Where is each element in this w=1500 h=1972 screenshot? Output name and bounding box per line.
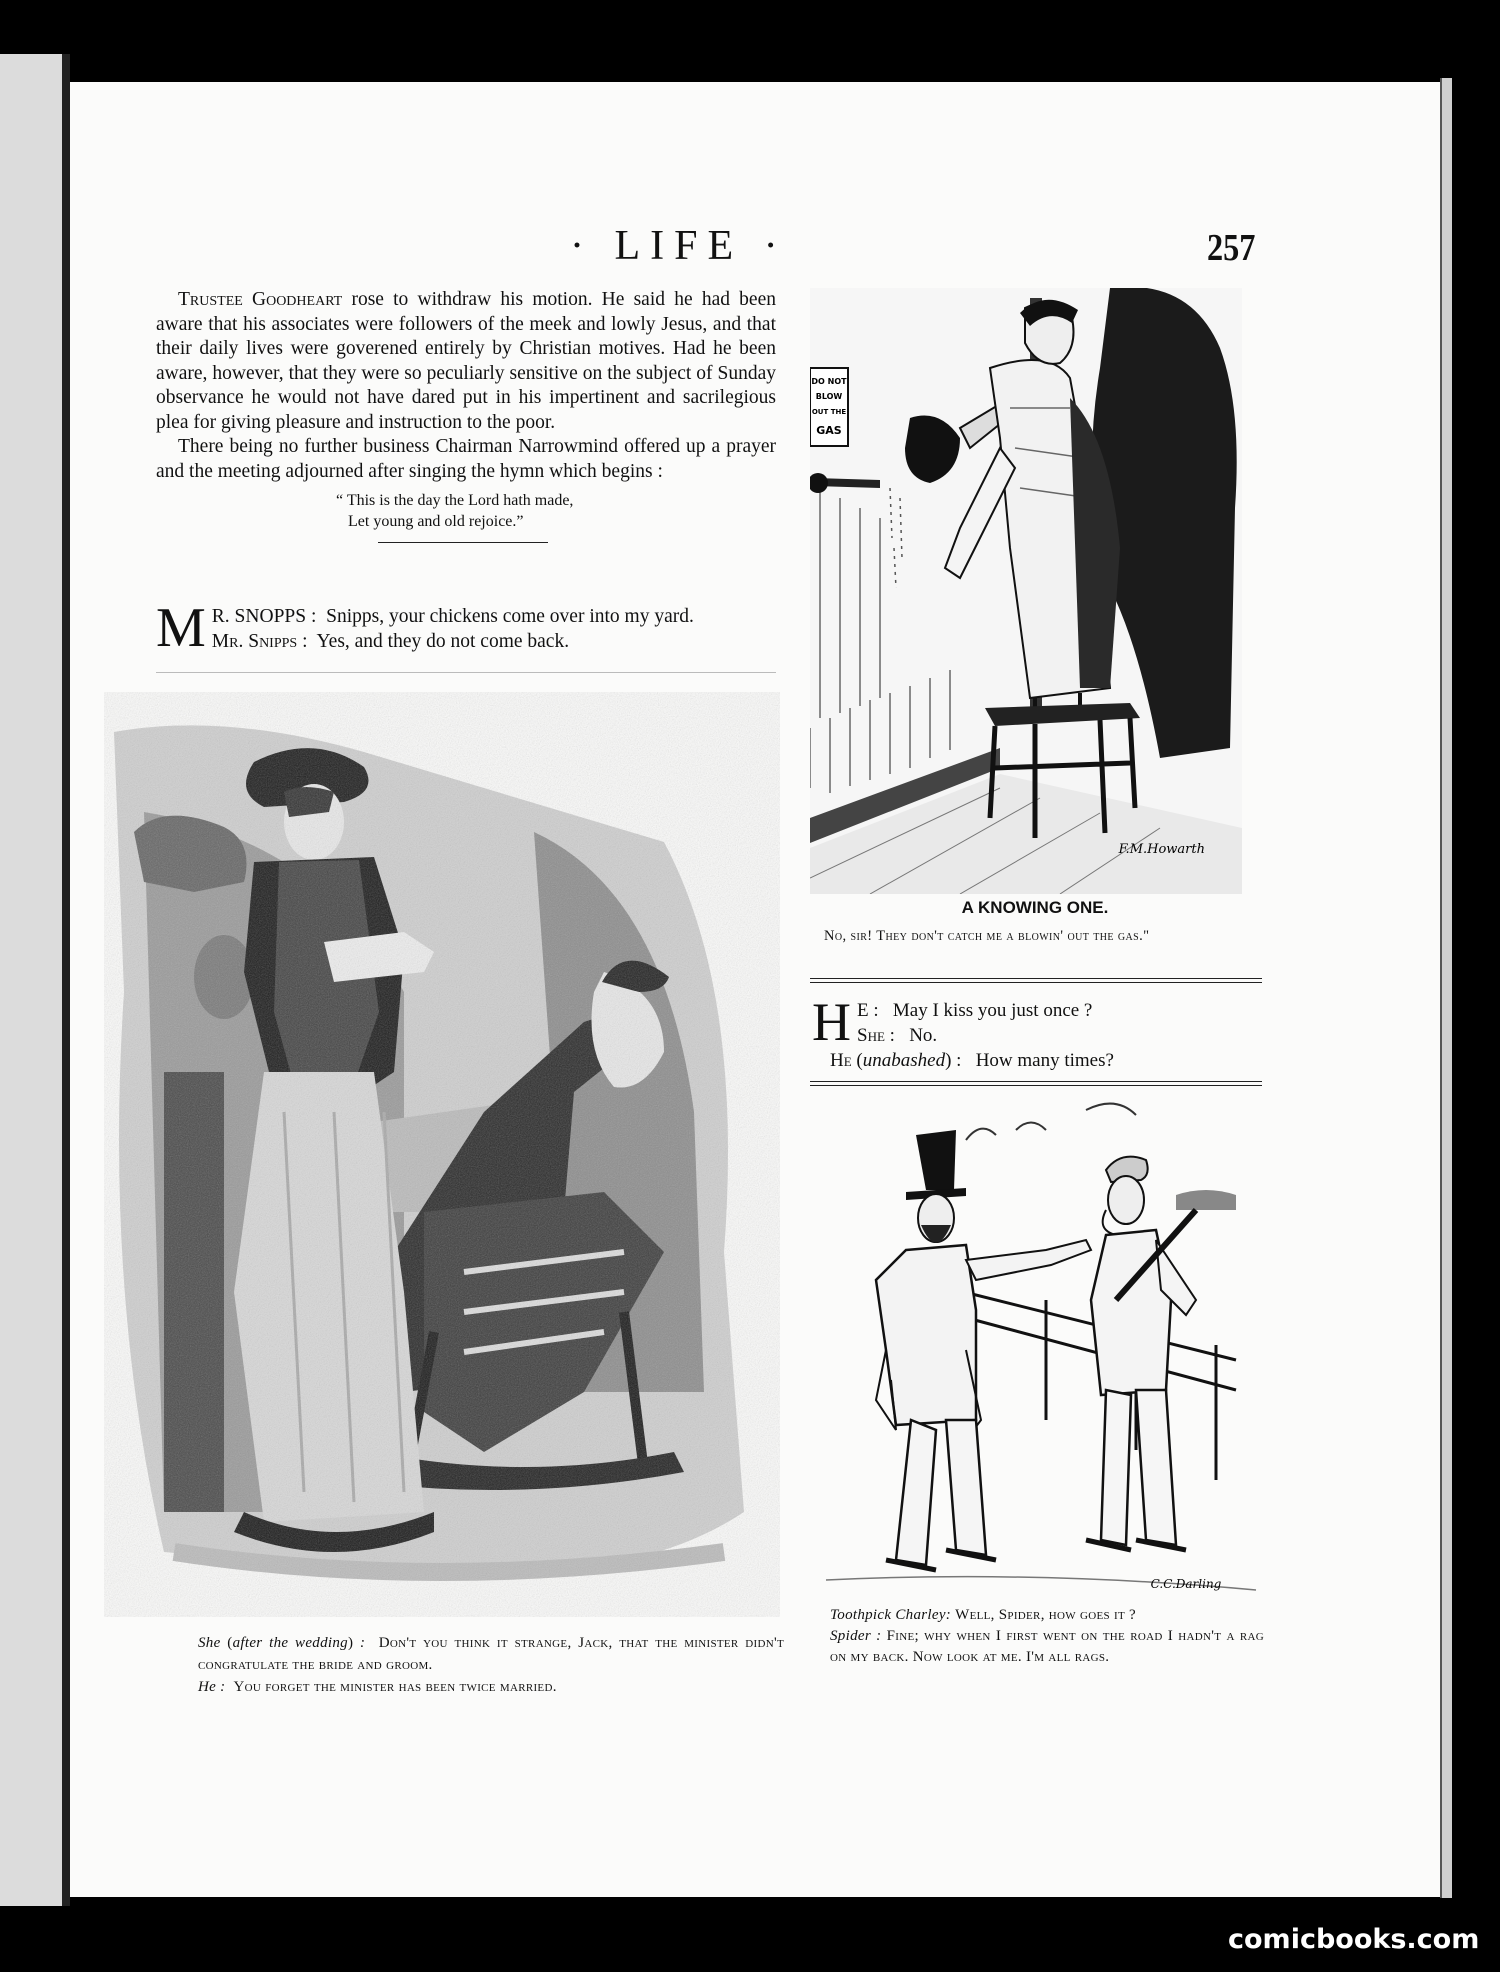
watermark: comicbooks.com — [1228, 1924, 1480, 1955]
wedding-caption-line-1: She (after the wedding) : Don't you think it strange, Jack, that the minister didn't congratulate the bride and groom. — [198, 1635, 784, 1673]
hymn-verse — [336, 490, 776, 532]
sign-line-4: GAS — [816, 424, 842, 437]
he-text-3: How many times? — [975, 1050, 1114, 1071]
he-stage-direction: unabashed — [862, 1050, 946, 1071]
snopps-line-1 — [156, 604, 776, 629]
she-line-2 — [812, 1023, 1264, 1048]
wedding-speaker-2: He : — [198, 1679, 226, 1695]
verse-line-1: “ This is the day the Lord hath made, — [336, 492, 574, 509]
knowing-one-title: A KNOWING ONE. — [961, 898, 1109, 917]
snopps-speaker-2: Mr. Snipps : — [211, 631, 308, 652]
tramp-text-2: Fine; why when I first went on the road I hadn't a rag on my back. Now look at me. I'm all rags. — [830, 1628, 1264, 1665]
sign-line-1: DO NOT — [811, 377, 847, 386]
he-she-joke — [812, 992, 1264, 1073]
tramp-speaker-1: Toothpick Charley: — [830, 1607, 952, 1623]
wedding-caption — [166, 1632, 784, 1698]
wedding-text-2: You forget the minister has been twice married. — [233, 1679, 557, 1695]
tramp-text-1: Well, Spider, how goes it ? — [955, 1607, 1136, 1623]
story-paragraph-1-text: rose to withdraw his motion. He said he had been aware that his associates were followers of the meek and lowly Jesus, and that their daily lives were goverened entirely by Christian motives. Had he been aware, however, that they were so peculiarly sensitive on the subject of Sunday observance he would not have dared put in his impertinent and sacrilegious plea for giving pleasure and instruction to the poor. — [156, 289, 776, 433]
gas-signature: F.M.Howarth — [1118, 842, 1205, 857]
snopps-text-2: Yes, and they do not come back. — [316, 631, 570, 652]
tramp-illustration — [816, 1100, 1262, 1600]
double-rule-lower — [810, 1081, 1262, 1086]
he-dropcap: H — [812, 992, 851, 1052]
snopps-line-2 — [156, 629, 776, 654]
he-text-1: May I kiss you just once ? — [892, 1000, 1093, 1021]
tramp-caption — [814, 1605, 1264, 1668]
wedding-stage-direction: after the wedding — [232, 1635, 348, 1651]
page-number: 257 — [1207, 227, 1256, 269]
gas-illustration — [810, 288, 1242, 894]
snopps-speaker-1: R. SNOPPS : — [211, 606, 317, 627]
story-paragraph-1 — [156, 288, 776, 435]
trustee-story — [156, 288, 776, 543]
page-stack-edge — [1440, 78, 1452, 1898]
snopps-dropcap: M — [156, 597, 206, 659]
snopps-joke — [156, 597, 776, 659]
binding-gutter — [62, 54, 70, 1906]
story-paragraph-2: There being no further business Chairman Narrowmind offered up a prayer and the meeting adjourned after singing the hymn which begins : — [156, 436, 776, 482]
sign-line-2: BLOW — [815, 392, 843, 401]
verse-line-2: Let young and old rejoice.” — [348, 513, 524, 530]
knowing-one-caption — [810, 926, 1262, 946]
tramp-speaker-2: Spider : — [830, 1628, 882, 1644]
masthead-title: · LIFE · — [570, 223, 788, 269]
trustee-name: Trustee Goodheart — [178, 289, 343, 310]
she-speaker: She : — [857, 1025, 895, 1046]
light-divider — [156, 672, 776, 673]
tramp-caption-line-2 — [814, 1626, 1264, 1668]
he-line-1 — [812, 998, 1264, 1023]
snopps-text-1: Snipps, your chickens come over into my yard. — [326, 606, 694, 627]
wedding-caption-line-2 — [166, 1676, 784, 1698]
sign-line-3: OUT THE — [811, 408, 847, 416]
tramp-caption-line-1 — [814, 1605, 1264, 1626]
section-divider — [378, 542, 548, 543]
wedding-illustration — [104, 692, 780, 1617]
wedding-speaker-1: She — [198, 1635, 221, 1651]
he-speaker-3: He — [830, 1050, 852, 1071]
knowing-one-caption-text: No, sir! They don't catch me a blowin' out the gas." — [824, 928, 1150, 944]
facing-page-edge — [0, 54, 62, 1906]
he-line-3: He (unabashed) : How many times? — [830, 1050, 1114, 1071]
tramp-signature: C.C.Darling — [1150, 1577, 1222, 1591]
wedding-text-1: Don't you think it strange, Jack, that the minister didn't congratulate the bride and groom. — [198, 1635, 784, 1673]
he-speaker-1: E : — [857, 1000, 879, 1021]
double-rule-upper — [810, 978, 1262, 983]
she-text: No. — [909, 1025, 938, 1046]
